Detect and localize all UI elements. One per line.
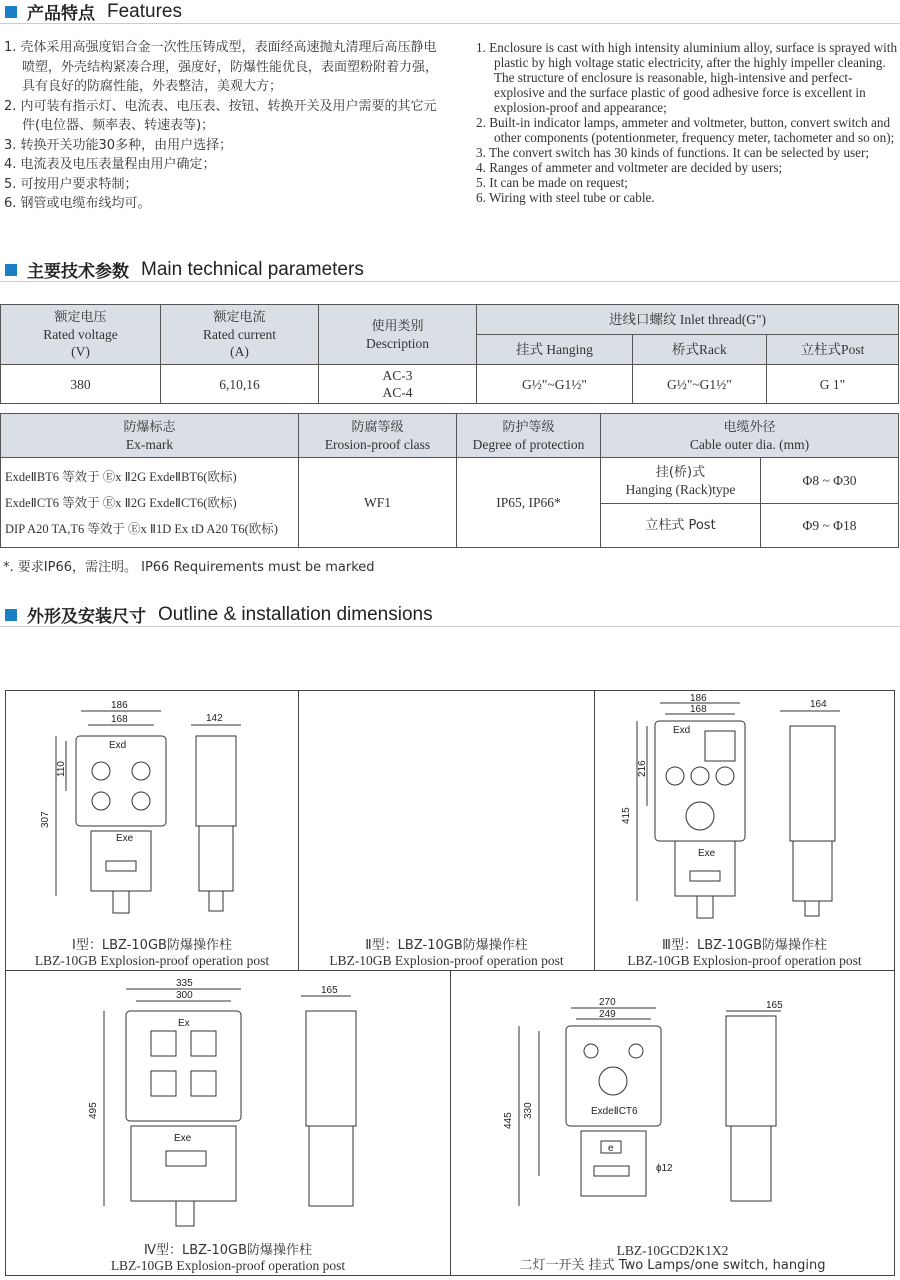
svg-text:186: 186 — [690, 693, 707, 704]
ex-mark-table: 防爆标志 Ex-mark 防腐等级 Erosion-proof class 防护等级 Degree of protection 电缆外径 Cable outer dia. (mm) ExdeⅡBT6 等效于 Ⓔx Ⅱ2G ExdeⅡBT6(欧标) ExdeⅡCT6 等效于 Ⓔx Ⅱ2G ExdeⅡCT6(欧标) DIP A20 TA,T6 等效于 Ⓔx Ⅱ1D Ex tD A20 T6(欧标) WF1 IP65, IP66* 挂(桥)式 Hanging (Rack)type Φ8 ~ Φ30 立柱式 Post Φ9 ~ Φ18 — [0, 413, 899, 548]
svg-text:165: 165 — [766, 1000, 783, 1011]
section-title-en: Outline & installation dimensions — [158, 603, 433, 625]
svg-text:ExdeⅡCT6: ExdeⅡCT6 — [591, 1106, 638, 1117]
drawing-caption-en: LBZ-10GB Explosion-proof operation post — [110, 1258, 346, 1273]
svg-text:330: 330 — [523, 1102, 534, 1119]
table-row: 380 6,10,16 AC-3 AC-4 G½"~G1½" G½"~G1½" G 1" — [1, 365, 899, 404]
feature-item: 6. Wiring with steel tube or cable. — [476, 190, 655, 205]
drawing-caption-zh: Ⅱ型：LBZ-10GB防爆操作柱 — [365, 938, 528, 953]
section-title-en: Features — [107, 0, 182, 22]
svg-text:Exd: Exd — [673, 725, 691, 736]
feature-item: 5. 可按用户要求特制； — [4, 176, 138, 192]
svg-text:415: 415 — [621, 807, 632, 824]
svg-text:e: e — [608, 1143, 614, 1154]
feature-item: 3. 转换开关功能30多种，由用户选择； — [4, 137, 233, 153]
drawing-caption-en: LBZ-10GB Explosion-proof operation post — [329, 953, 564, 968]
svg-text:307: 307 — [40, 811, 51, 828]
svg-text:Exe: Exe — [116, 833, 134, 844]
feature-item: 1. Enclosure is cast with high intensity aluminium alloy, surface is sprayed with plastic by high voltage static electricity, after the highly impeller cleaning. The structure of enclosure is reasonable, high-intensive and perfect-explosive and the surface plastic of good adhesive force is excellent in explosion-proof and appearance; — [476, 40, 898, 115]
drawing-type-4 — [5, 970, 451, 1276]
enclosure-drawing — [6, 971, 452, 1241]
footnote: *. 要求IP66，需注明。 IP66 Requirements must be marked — [3, 560, 375, 575]
section-header-features — [0, 0, 900, 24]
feature-item: 4. 电流表及电压表量程由用户确定； — [4, 157, 216, 172]
features-list-zh — [4, 38, 444, 214]
square-bullet-icon — [5, 6, 17, 18]
drawing-type-2 — [298, 690, 595, 971]
svg-text:300: 300 — [176, 990, 193, 1001]
enclosure-drawing — [451, 971, 896, 1241]
feature-item: 1. 壳体采用高强度铝合金一次性压铸成型，表面经高速抛丸清理后高压静电喷塑，外壳结构紧凑合理，强度好，防爆性能优良，表面塑粉附着力强，具有良好的防腐性能，外表整洁，美观大方； — [4, 40, 439, 94]
feature-item: 6. 钢管或电缆布线均可。 — [4, 196, 151, 211]
section-title-en: Main technical parameters — [141, 258, 364, 280]
feature-item: 3. The convert switch has 30 kinds of functions. It can be selected by user; — [476, 145, 870, 160]
enclosure-drawing — [6, 691, 300, 941]
section-title-zh: 外形及安装尺寸 — [27, 607, 146, 627]
svg-text:ɸ12: ɸ12 — [656, 1163, 673, 1174]
svg-text:168: 168 — [111, 714, 128, 725]
drawing-caption-en: LBZ-10GB Explosion-proof operation post — [627, 953, 862, 968]
drawing-caption-zh: Ⅰ型：LBZ-10GB防爆操作柱 — [72, 938, 232, 953]
drawing-caption-zh: Ⅳ型：LBZ-10GB防爆操作柱 — [143, 1243, 313, 1258]
rated-params-table: 额定电压 Rated voltage (V) 额定电流 Rated current (A) 使用类别 Description 进线口螺纹 Inlet thread(G") 挂式 Hanging 桥式Rack 立柱式Post 380 6,10,16 AC-3 AC-4 G½"~G1½" G½"~G1½" G 1" — [0, 304, 899, 404]
section-title-zh: 产品特点 — [27, 4, 95, 24]
svg-text:445: 445 — [503, 1112, 514, 1129]
svg-text:249: 249 — [599, 1009, 616, 1020]
drawing-caption-zh: Ⅲ型：LBZ-10GB防爆操作柱 — [661, 938, 828, 953]
enclosure-drawing — [595, 691, 896, 941]
svg-text:Exe: Exe — [174, 1133, 192, 1144]
drawing-caption-en: LBZ-10GB Explosion-proof operation post — [34, 953, 270, 968]
svg-text:142: 142 — [206, 713, 223, 724]
svg-text:168: 168 — [690, 704, 707, 715]
square-bullet-icon — [5, 264, 17, 276]
svg-text:270: 270 — [599, 997, 616, 1008]
drawing-type-5 — [450, 970, 895, 1276]
drawing-type-3 — [594, 690, 895, 971]
svg-text:110: 110 — [56, 761, 67, 777]
svg-text:Exd: Exd — [109, 740, 127, 751]
svg-text:164: 164 — [810, 699, 827, 710]
section-header-outline — [0, 603, 900, 627]
feature-item: 2. Built-in indicator lamps, ammeter and voltmeter, button, convert switch and other components (potentionmeter, frequency meter, tachometer and so on); — [476, 115, 895, 145]
drawing-type-1 — [5, 690, 299, 971]
svg-text:165: 165 — [321, 985, 338, 996]
svg-text:Exe: Exe — [698, 848, 716, 859]
square-bullet-icon — [5, 609, 17, 621]
feature-item: 2. 内可装有指示灯、电流表、电压表、按钮、转换开关及用户需要的其它元件(电位器、频率表、转速表等)； — [4, 98, 437, 133]
features-list-en — [476, 40, 900, 205]
section-title-zh: 主要技术参数 — [27, 262, 129, 282]
feature-item: 4. Ranges of ammeter and voltmeter are decided by users; — [476, 160, 783, 175]
section-header-params — [0, 258, 900, 282]
feature-item: 5. It can be made on request; — [476, 175, 628, 190]
drawing-caption-zh: 二灯一开关 挂式 Two Lamps/one switch, hanging — [519, 1258, 826, 1273]
svg-text:335: 335 — [176, 978, 193, 989]
svg-text:216: 216 — [637, 760, 648, 777]
drawing-caption-en: LBZ-10GCD2K1X2 — [616, 1243, 729, 1258]
svg-text:495: 495 — [88, 1102, 99, 1119]
svg-text:186: 186 — [111, 700, 128, 711]
svg-text:Ex: Ex — [178, 1018, 190, 1029]
